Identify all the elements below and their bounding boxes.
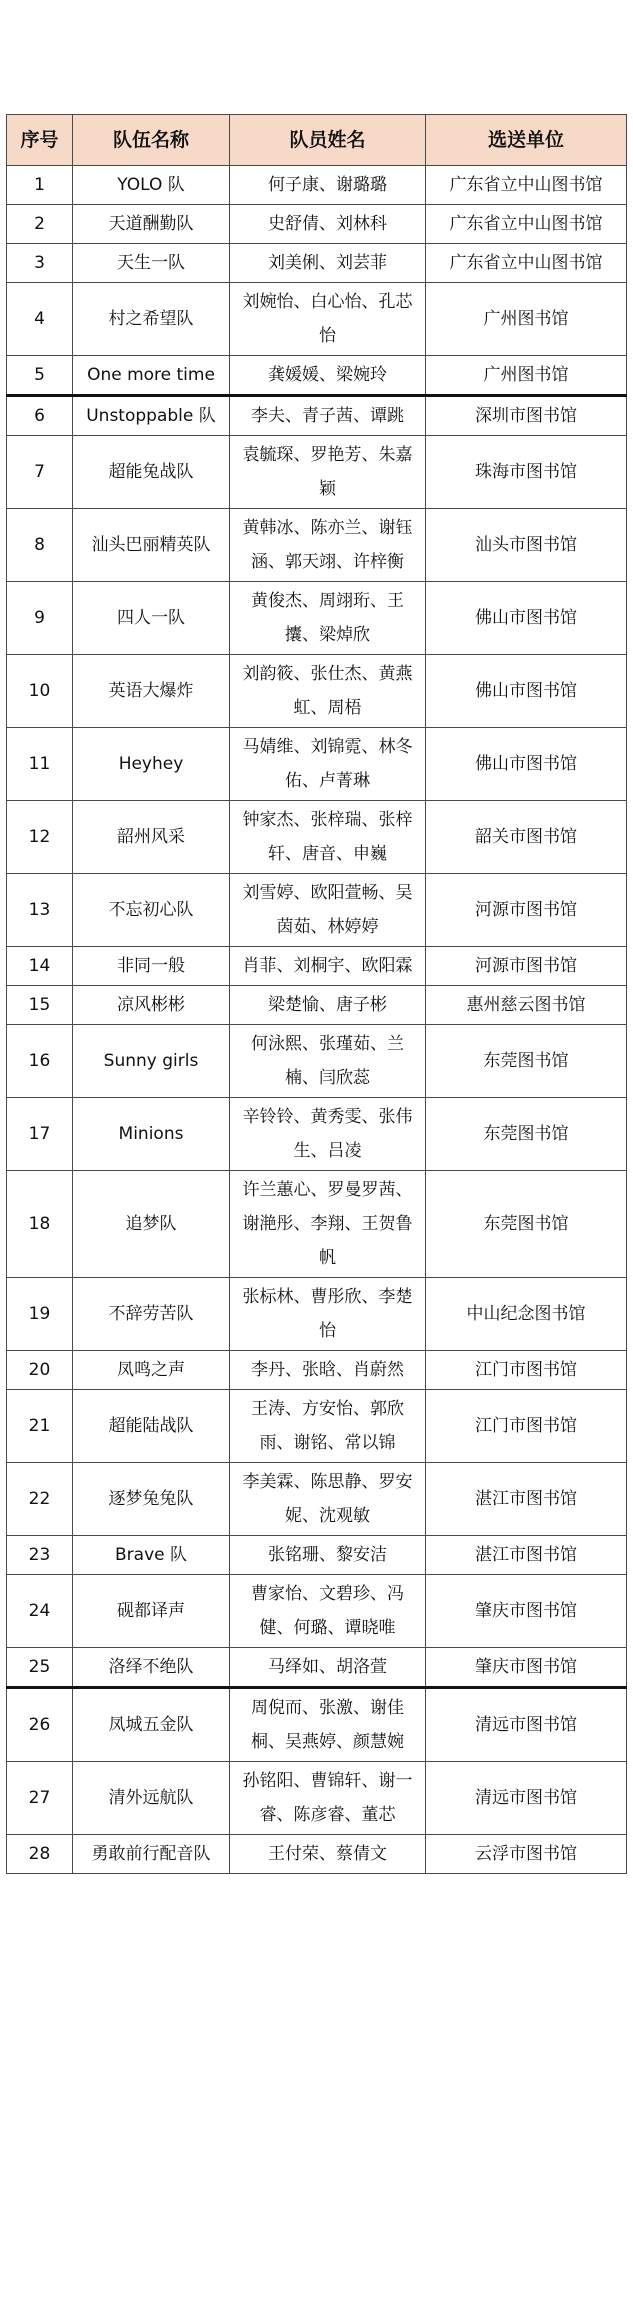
unit-name: 湛江市图书馆 xyxy=(426,1536,627,1575)
team-name: 韶州风采 xyxy=(73,801,230,874)
unit-name: 佛山市图书馆 xyxy=(426,582,627,655)
table-row xyxy=(7,1278,627,1351)
member-names: 李夫、青子茜、谭跳 xyxy=(230,396,426,436)
unit-name: 肇庆市图书馆 xyxy=(426,1648,627,1688)
row-number: 24 xyxy=(7,1575,73,1648)
member-names: 刘婉怡、白心怡、孔芯怡 xyxy=(230,283,426,356)
row-number: 15 xyxy=(7,986,73,1025)
row-number: 5 xyxy=(7,356,73,396)
row-number: 18 xyxy=(7,1171,73,1278)
team-name: 汕头巴丽精英队 xyxy=(73,509,230,582)
team-name: 洛绎不绝队 xyxy=(73,1648,230,1688)
member-names: 刘雪婷、欧阳萱畅、吴茵茹、林婷婷 xyxy=(230,874,426,947)
unit-name: 汕头市图书馆 xyxy=(426,509,627,582)
team-name: 天生一队 xyxy=(73,244,230,283)
unit-name: 中山纪念图书馆 xyxy=(426,1278,627,1351)
unit-name: 佛山市图书馆 xyxy=(426,728,627,801)
table-row xyxy=(7,1390,627,1463)
member-names: 袁毓琛、罗艳芳、朱嘉颖 xyxy=(230,436,426,509)
row-number: 3 xyxy=(7,244,73,283)
table-row xyxy=(7,166,627,205)
unit-name: 东莞图书馆 xyxy=(426,1025,627,1098)
table-row xyxy=(7,655,627,728)
table-row xyxy=(7,1463,627,1536)
team-name: 逐梦兔兔队 xyxy=(73,1463,230,1536)
team-name: 勇敢前行配音队 xyxy=(73,1835,230,1874)
team-name: 凤城五金队 xyxy=(73,1688,230,1762)
table-row xyxy=(7,728,627,801)
table-row xyxy=(7,874,627,947)
table-row xyxy=(7,986,627,1025)
member-names: 张铭珊、黎安洁 xyxy=(230,1536,426,1575)
team-name: 村之希望队 xyxy=(73,283,230,356)
unit-name: 佛山市图书馆 xyxy=(426,655,627,728)
team-name: 不忘初心队 xyxy=(73,874,230,947)
member-names: 黄俊杰、周翊珩、王攮、梁焯欣 xyxy=(230,582,426,655)
table-row xyxy=(7,1835,627,1874)
table-row xyxy=(7,1351,627,1390)
row-number: 4 xyxy=(7,283,73,356)
member-names: 黄韩冰、陈亦兰、谢钰涵、郭天翊、许梓衡 xyxy=(230,509,426,582)
table-row xyxy=(7,1688,627,1762)
table-row xyxy=(7,1648,627,1688)
member-names: 何泳熙、张瑾茹、兰楠、闫欣蕊 xyxy=(230,1025,426,1098)
row-number: 17 xyxy=(7,1098,73,1171)
row-number: 13 xyxy=(7,874,73,947)
member-names: 李丹、张晗、肖蔚然 xyxy=(230,1351,426,1390)
row-number: 7 xyxy=(7,436,73,509)
header-row xyxy=(7,115,627,166)
header-unit: 选送单位 xyxy=(426,115,627,166)
row-number: 23 xyxy=(7,1536,73,1575)
row-number: 2 xyxy=(7,205,73,244)
member-names: 王涛、方安怡、郭欣雨、谢铭、常以锦 xyxy=(230,1390,426,1463)
row-number: 22 xyxy=(7,1463,73,1536)
member-names: 李美霖、陈思静、罗安妮、沈观敏 xyxy=(230,1463,426,1536)
team-name: Sunny girls xyxy=(73,1025,230,1098)
unit-name: 广东省立中山图书馆 xyxy=(426,205,627,244)
table-row xyxy=(7,582,627,655)
table-row xyxy=(7,205,627,244)
team-name: 凉风彬彬 xyxy=(73,986,230,1025)
unit-name: 广东省立中山图书馆 xyxy=(426,244,627,283)
table-header xyxy=(7,115,627,166)
unit-name: 广州图书馆 xyxy=(426,356,627,396)
team-roster-table xyxy=(6,114,627,1874)
row-number: 10 xyxy=(7,655,73,728)
table-row xyxy=(7,436,627,509)
table-row xyxy=(7,1025,627,1098)
table-row xyxy=(7,947,627,986)
team-name: Heyhey xyxy=(73,728,230,801)
team-name: Minions xyxy=(73,1098,230,1171)
team-name: Unstoppable 队 xyxy=(73,396,230,436)
team-name: 超能陆战队 xyxy=(73,1390,230,1463)
team-name: 凤鸣之声 xyxy=(73,1351,230,1390)
unit-name: 江门市图书馆 xyxy=(426,1390,627,1463)
unit-name: 清远市图书馆 xyxy=(426,1762,627,1835)
team-name: 英语大爆炸 xyxy=(73,655,230,728)
unit-name: 河源市图书馆 xyxy=(426,874,627,947)
unit-name: 东莞图书馆 xyxy=(426,1098,627,1171)
table-row xyxy=(7,396,627,436)
table-row xyxy=(7,1762,627,1835)
row-number: 21 xyxy=(7,1390,73,1463)
row-number: 25 xyxy=(7,1648,73,1688)
table-body xyxy=(7,166,627,1874)
member-names: 马婧维、刘锦霓、林冬佑、卢菁琳 xyxy=(230,728,426,801)
table-row xyxy=(7,1536,627,1575)
row-number: 14 xyxy=(7,947,73,986)
row-number: 6 xyxy=(7,396,73,436)
row-number: 8 xyxy=(7,509,73,582)
row-number: 16 xyxy=(7,1025,73,1098)
unit-name: 东莞图书馆 xyxy=(426,1171,627,1278)
member-names: 许兰蕙心、罗曼罗茜、谢滟彤、李翔、王贺鲁帆 xyxy=(230,1171,426,1278)
unit-name: 清远市图书馆 xyxy=(426,1688,627,1762)
team-name: 不辞劳苦队 xyxy=(73,1278,230,1351)
member-names: 孙铭阳、曹锦轩、谢一睿、陈彦睿、董芯 xyxy=(230,1762,426,1835)
unit-name: 广东省立中山图书馆 xyxy=(426,166,627,205)
member-names: 张标林、曹彤欣、李楚怡 xyxy=(230,1278,426,1351)
row-number: 27 xyxy=(7,1762,73,1835)
unit-name: 河源市图书馆 xyxy=(426,947,627,986)
member-names: 肖菲、刘桐宇、欧阳霖 xyxy=(230,947,426,986)
table-row xyxy=(7,509,627,582)
team-name: One more time xyxy=(73,356,230,396)
team-name: Brave 队 xyxy=(73,1536,230,1575)
header-member-names: 队员姓名 xyxy=(230,115,426,166)
team-name: 砚都译声 xyxy=(73,1575,230,1648)
unit-name: 深圳市图书馆 xyxy=(426,396,627,436)
unit-name: 云浮市图书馆 xyxy=(426,1835,627,1874)
row-number: 1 xyxy=(7,166,73,205)
unit-name: 惠州慈云图书馆 xyxy=(426,986,627,1025)
row-number: 20 xyxy=(7,1351,73,1390)
table-row xyxy=(7,1171,627,1278)
member-names: 何子康、谢璐璐 xyxy=(230,166,426,205)
row-number: 9 xyxy=(7,582,73,655)
header-number: 序号 xyxy=(7,115,73,166)
unit-name: 江门市图书馆 xyxy=(426,1351,627,1390)
team-name: 追梦队 xyxy=(73,1171,230,1278)
member-names: 曹家怡、文碧珍、冯健、何璐、谭晓唯 xyxy=(230,1575,426,1648)
member-names: 史舒倩、刘林科 xyxy=(230,205,426,244)
member-names: 刘韵筱、张仕杰、黄燕虹、周梧 xyxy=(230,655,426,728)
member-names: 龚媛媛、梁婉玲 xyxy=(230,356,426,396)
member-names: 钟家杰、张梓瑞、张梓轩、唐音、申巍 xyxy=(230,801,426,874)
header-team-name: 队伍名称 xyxy=(73,115,230,166)
member-names: 梁楚愉、唐子彬 xyxy=(230,986,426,1025)
member-names: 刘美俐、刘芸菲 xyxy=(230,244,426,283)
member-names: 周倪而、张激、谢佳桐、吴燕婷、颜慧婉 xyxy=(230,1688,426,1762)
row-number: 12 xyxy=(7,801,73,874)
member-names: 王付荣、蔡倩文 xyxy=(230,1835,426,1874)
team-name: 四人一队 xyxy=(73,582,230,655)
unit-name: 广州图书馆 xyxy=(426,283,627,356)
table-row xyxy=(7,283,627,356)
table-row xyxy=(7,801,627,874)
unit-name: 湛江市图书馆 xyxy=(426,1463,627,1536)
team-name: 天道酬勤队 xyxy=(73,205,230,244)
unit-name: 珠海市图书馆 xyxy=(426,436,627,509)
row-number: 28 xyxy=(7,1835,73,1874)
member-names: 辛铃铃、黄秀雯、张伟生、吕凌 xyxy=(230,1098,426,1171)
team-name: YOLO 队 xyxy=(73,166,230,205)
team-name: 非同一般 xyxy=(73,947,230,986)
row-number: 26 xyxy=(7,1688,73,1762)
table-row xyxy=(7,1575,627,1648)
unit-name: 韶关市图书馆 xyxy=(426,801,627,874)
unit-name: 肇庆市图书馆 xyxy=(426,1575,627,1648)
row-number: 19 xyxy=(7,1278,73,1351)
table-row xyxy=(7,356,627,396)
table-row xyxy=(7,244,627,283)
team-name: 清外远航队 xyxy=(73,1762,230,1835)
team-name: 超能兔战队 xyxy=(73,436,230,509)
member-names: 马绎如、胡洛萱 xyxy=(230,1648,426,1688)
row-number: 11 xyxy=(7,728,73,801)
table-row xyxy=(7,1098,627,1171)
